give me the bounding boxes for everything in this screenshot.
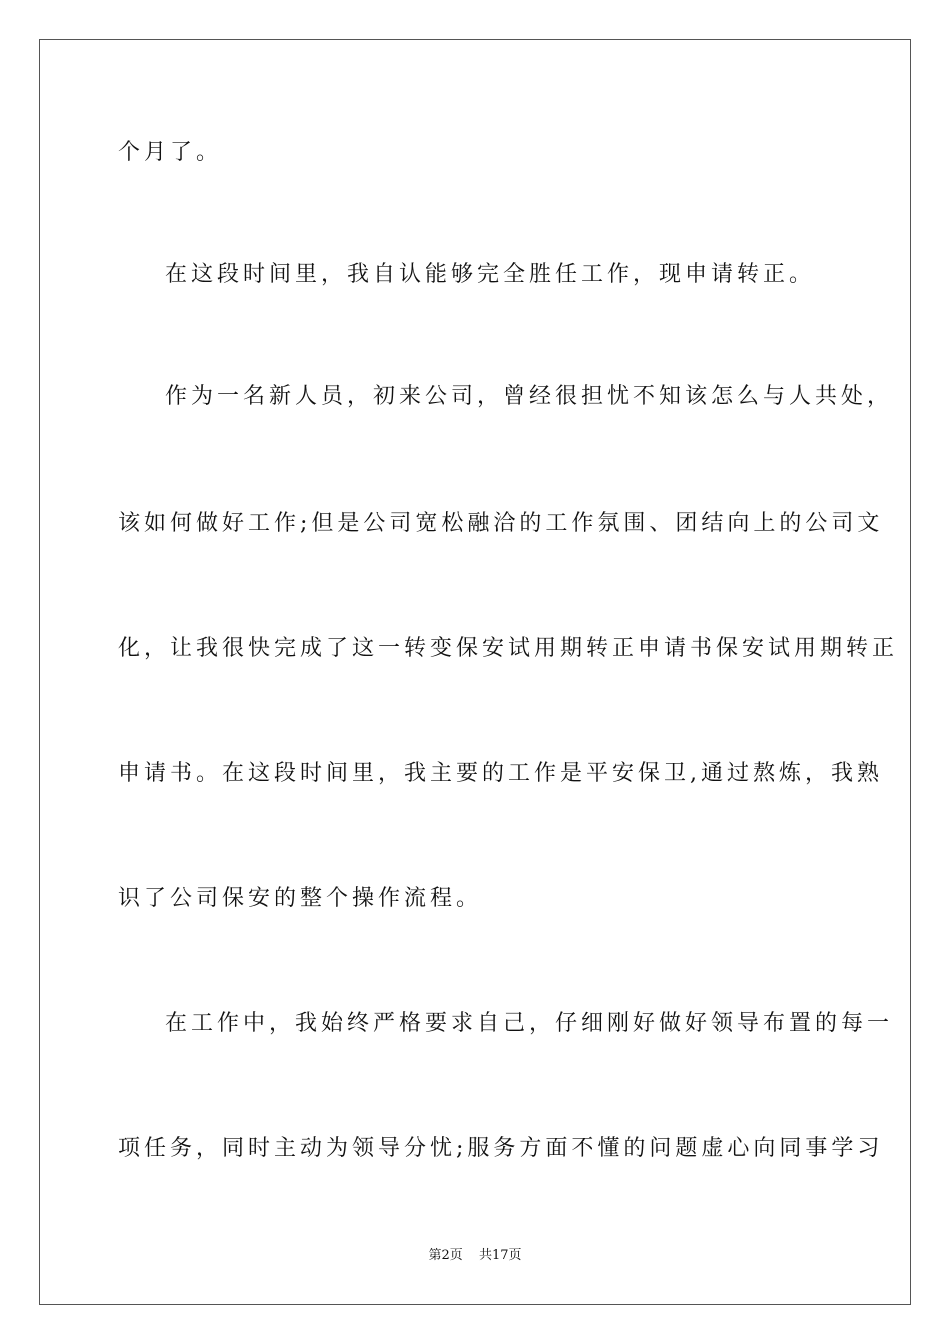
page-current: 第2页 — [428, 1248, 463, 1263]
text-line-9: 项任务，同时主动为领导分忧;服务方面不懂的问题虚心向同事学习 — [118, 1136, 884, 1161]
text-line-4: 该如何做好工作;但是公司宽松融洽的工作氛围、团结向上的公司文 — [118, 511, 884, 536]
text-line-1: 个月了。 — [118, 140, 223, 165]
text-line-2: 在这段时间里，我自认能够完全胜任工作，现申请转正。 — [165, 262, 816, 287]
page-total: 共17页 — [478, 1248, 522, 1263]
text-line-6: 申请书。在这段时间里，我主要的工作是平安保卫,通过熬炼，我熟 — [118, 761, 883, 786]
page-border — [39, 39, 911, 1305]
page-footer — [0, 1246, 950, 1266]
text-line-8: 在工作中，我始终严格要求自己，仔细刚好做好领导布置的每一 — [165, 1011, 894, 1036]
text-line-5: 化，让我很快完成了这一转变保安试用期转正申请书保安试用期转正 — [118, 636, 899, 661]
text-line-7: 识了公司保安的整个操作流程。 — [118, 886, 483, 911]
text-line-3: 作为一名新人员，初来公司，曾经很担忧不知该怎么与人共处， — [165, 384, 894, 409]
